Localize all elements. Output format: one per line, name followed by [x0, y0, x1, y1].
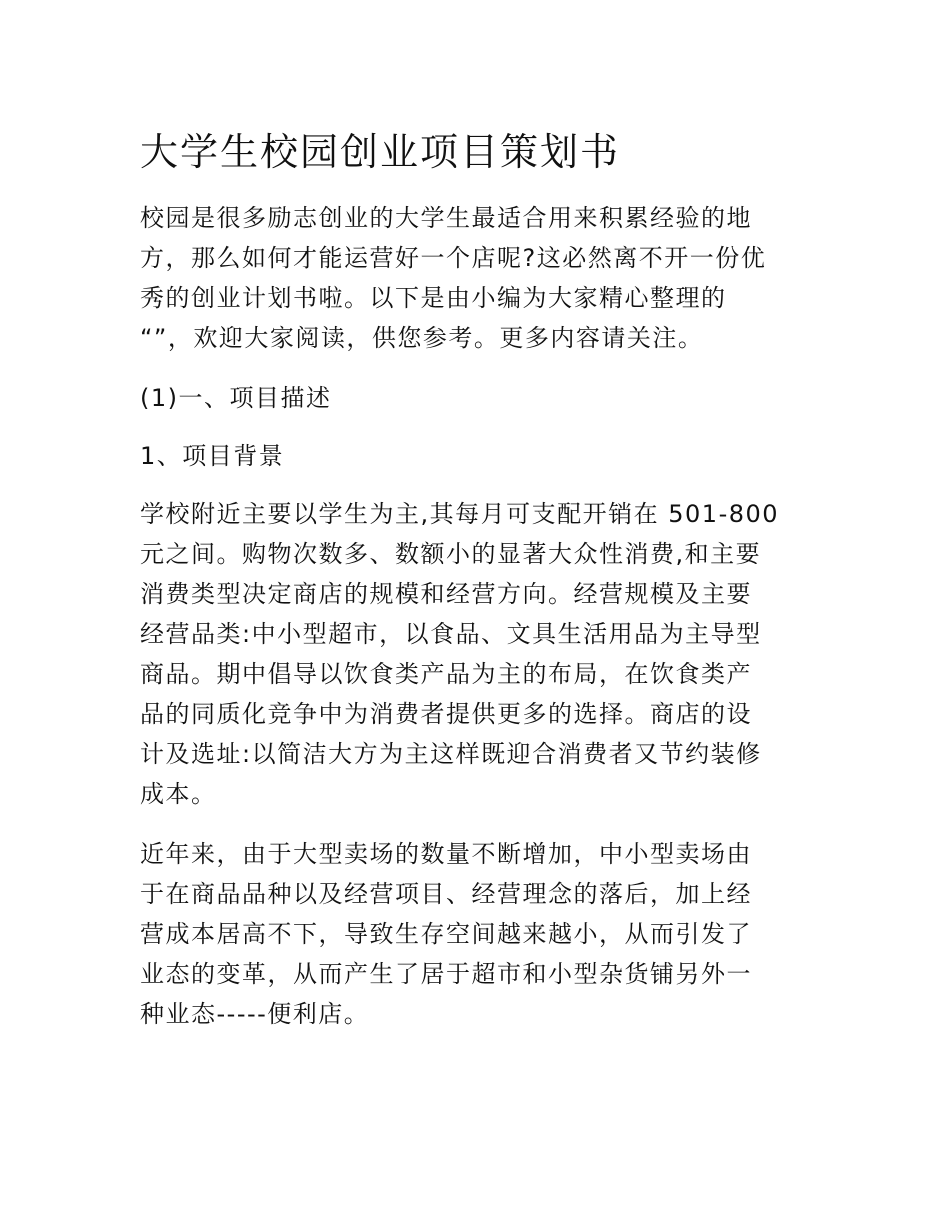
document-title: 大学生校园创业项目策划书 — [140, 130, 621, 174]
intro-paragraph — [140, 198, 812, 358]
section-heading: (1)一、项目描述 — [140, 384, 332, 412]
paragraph-line: 业态的变革，从而产生了居于超市和小型杂货铺另外一 — [140, 960, 752, 988]
paragraph-line: 营成本居高不下，导致生存空间越来越小，从而引发了 — [140, 920, 752, 948]
paragraph-line: 经营品类:中小型超市，以食品、文具生活用品为主导型 — [140, 620, 762, 648]
trend-paragraph — [140, 834, 812, 1034]
subsection-heading: 1、项目背景 — [140, 442, 285, 470]
document-page — [140, 128, 812, 1054]
paragraph-line: 计及选址:以简洁大方为主这样既迎合消费者又节约装修 — [140, 740, 762, 768]
paragraph-line: 商品。期中倡导以饮食类产品为主的布局，在饮食类产 — [140, 660, 752, 688]
paragraph-line: 种业态-----便利店。 — [140, 1000, 370, 1028]
paragraph-line: 于在商品品种以及经营项目、经营理念的落后，加上经 — [140, 880, 752, 908]
paragraph-line: 消费类型决定商店的规模和经营方向。经营规模及主要 — [140, 580, 752, 608]
paragraph-line: 学校附近主要以学生为主,其每月可支配开销在 501-800 — [140, 500, 780, 528]
paragraph-line: 元之间。购物次数多、数额小的显著大众性消费,和主要 — [140, 540, 762, 568]
paragraph-line: 近年来，由于大型卖场的数量不断增加，中小型卖场由 — [140, 840, 752, 868]
intro-line: 方，那么如何才能运营好一个店呢?这必然离不开一份优 — [140, 244, 767, 272]
paragraph-line: 成本。 — [140, 780, 217, 808]
background-paragraph — [140, 494, 812, 814]
intro-line: 校园是很多励志创业的大学生最适合用来积累经验的地 — [140, 204, 752, 232]
intro-line: “”，欢迎大家阅读，供您参考。更多内容请关注。 — [140, 324, 704, 352]
intro-line: 秀的创业计划书啦。以下是由小编为大家精心整理的 — [140, 284, 727, 312]
paragraph-line: 品的同质化竞争中为消费者提供更多的选择。商店的设 — [140, 700, 752, 728]
